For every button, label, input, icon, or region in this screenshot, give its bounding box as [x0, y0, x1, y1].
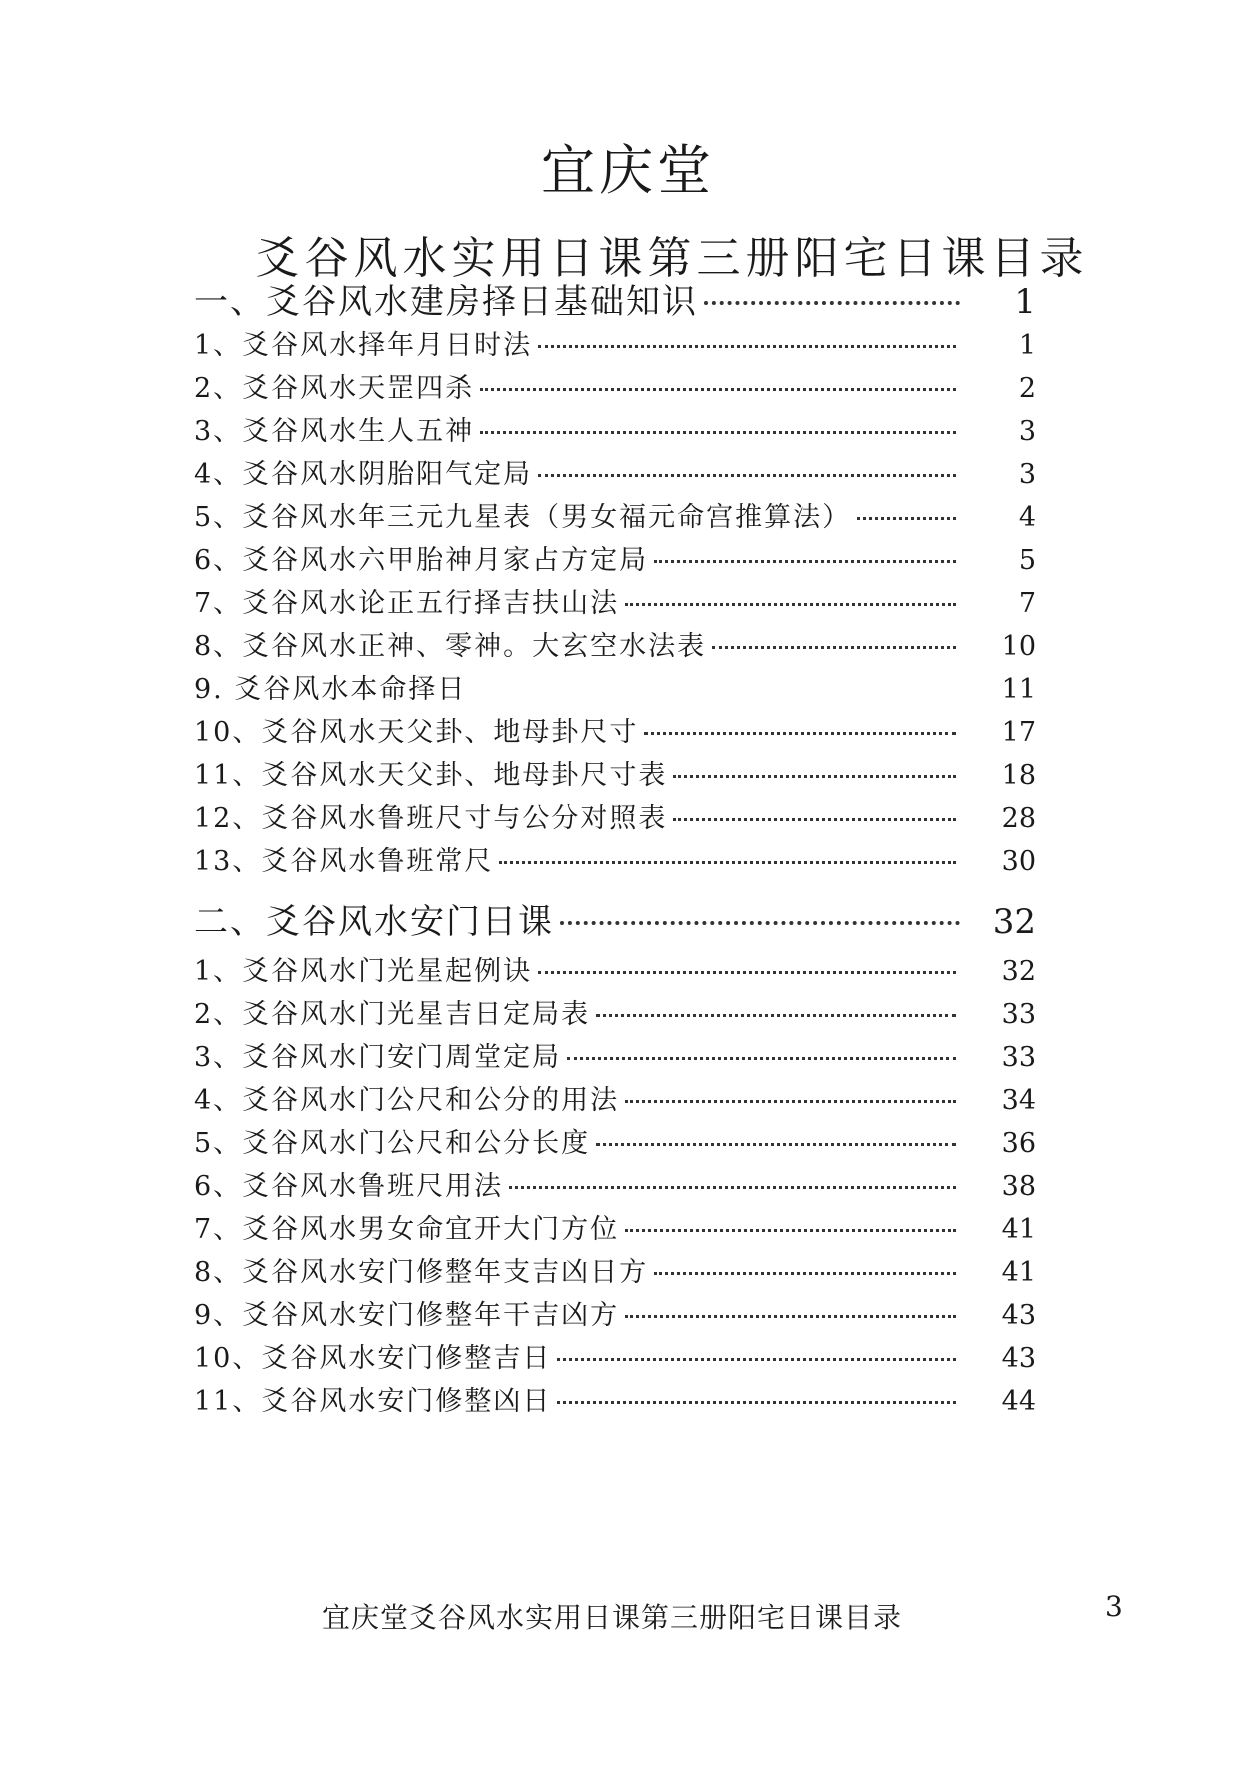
toc-entry — [194, 1121, 1036, 1160]
dot-leader — [499, 861, 956, 864]
toc-entry-text: 2、爻谷风水天罡四杀 — [194, 373, 475, 404]
dot-leader — [625, 1100, 956, 1103]
toc-entry-text: 13、爻谷风水鲁班常尺 — [194, 846, 494, 877]
section-heading-text: 一、爻谷风水建房择日基础知识 — [194, 282, 698, 322]
toc-entry — [194, 1250, 1036, 1289]
toc-entry-text: 11、爻谷风水安门修整凶日 — [194, 1386, 552, 1417]
toc-entry — [194, 1336, 1036, 1375]
toc-entry — [194, 1078, 1036, 1117]
toc-entry-text: 7、爻谷风水男女命宜开大门方位 — [194, 1214, 620, 1245]
toc-entry-page: 33 — [1001, 1042, 1036, 1073]
toc-entry — [194, 495, 1036, 534]
toc-subtitle: 爻谷风水实用日课第三册阳宅日课目录 — [255, 233, 1089, 284]
toc-entry — [194, 1035, 1036, 1074]
toc-entry-text: 2、爻谷风水门光星吉日定局表 — [194, 999, 591, 1030]
toc-entry-text: 6、爻谷风水六甲胎神月家占方定局 — [194, 545, 649, 576]
dot-leader — [560, 921, 960, 925]
toc-section-heading — [194, 274, 1036, 323]
dot-leader — [509, 1186, 956, 1189]
toc-entry-text: 6、爻谷风水鲁班尺用法 — [194, 1171, 504, 1202]
toc-entry-page: 1 — [1018, 330, 1036, 361]
toc-entry-text: 4、爻谷风水阴胎阳气定局 — [194, 459, 533, 490]
toc-entry — [194, 581, 1036, 620]
toc-entry-page: 18 — [1001, 760, 1036, 791]
dot-leader — [857, 517, 956, 520]
toc-entry-page: 11 — [1001, 674, 1036, 705]
toc-entry — [194, 409, 1036, 448]
toc-entry — [194, 366, 1036, 405]
toc-entry — [194, 452, 1036, 491]
toc-entry-text: 9. 爻谷风水本命择日 — [194, 674, 467, 705]
dot-leader — [712, 646, 956, 649]
toc-entry-page: 41 — [1001, 1214, 1036, 1245]
running-footer: 宜庆堂爻谷风水实用日课第三册阳宅日课目录 — [322, 1601, 903, 1634]
section-heading-text: 二、爻谷风水安门日课 — [194, 902, 554, 942]
toc-entry — [194, 624, 1036, 663]
toc-entry — [194, 667, 1036, 706]
toc-entry-page: 41 — [1001, 1257, 1036, 1288]
toc-entry-text: 9、爻谷风水安门修整年干吉凶方 — [194, 1300, 620, 1331]
dot-leader — [704, 301, 960, 305]
dot-leader — [472, 689, 956, 692]
dot-leader — [625, 1315, 956, 1318]
toc-entry — [194, 1164, 1036, 1203]
toc-entry-text: 12、爻谷风水鲁班尺寸与公分对照表 — [194, 803, 668, 834]
toc-entry-page: 3 — [1018, 416, 1036, 447]
dot-leader — [480, 431, 956, 434]
toc-entry-page: 34 — [1001, 1085, 1036, 1116]
toc-entry-text: 10、爻谷风水安门修整吉日 — [194, 1343, 552, 1374]
toc-entry — [194, 1207, 1036, 1246]
toc-entry-text: 7、爻谷风水论正五行择吉扶山法 — [194, 588, 620, 619]
toc-entry-page: 10 — [1001, 631, 1036, 662]
toc-entry-page: 36 — [1001, 1128, 1036, 1159]
toc-entry-text: 8、爻谷风水安门修整年支吉凶日方 — [194, 1257, 649, 1288]
toc-entry — [194, 949, 1036, 988]
toc-entry-text: 4、爻谷风水门公尺和公分的用法 — [194, 1085, 620, 1116]
toc-entry — [194, 323, 1036, 362]
page-title: 宜庆堂 — [541, 139, 715, 202]
page-number: 3 — [1105, 1590, 1123, 1623]
dot-leader — [644, 732, 956, 735]
dot-leader — [538, 345, 956, 348]
toc-entry — [194, 1293, 1036, 1332]
dot-leader — [596, 1014, 956, 1017]
dot-leader — [538, 971, 956, 974]
toc-entry — [194, 796, 1036, 835]
toc-entry-page: 7 — [1018, 588, 1036, 619]
toc-entry — [194, 753, 1036, 792]
toc-entry-page: 2 — [1018, 373, 1036, 404]
toc-entry — [194, 1379, 1036, 1418]
dot-leader — [673, 775, 956, 778]
toc-entry-page: 28 — [1001, 803, 1036, 834]
dot-leader — [654, 560, 956, 563]
dot-leader — [567, 1057, 956, 1060]
toc-entry-page: 43 — [1001, 1300, 1036, 1331]
section-page-number: 32 — [992, 902, 1036, 942]
dot-leader — [654, 1272, 956, 1275]
toc-entry-text: 11、爻谷风水天父卦、地母卦尺寸表 — [194, 760, 668, 791]
dot-leader — [538, 474, 956, 477]
toc-entry-page: 32 — [1001, 956, 1036, 987]
dot-leader — [673, 818, 956, 821]
dot-leader — [625, 1229, 956, 1232]
dot-leader — [480, 388, 956, 391]
toc-entry-page: 43 — [1001, 1343, 1036, 1374]
toc-entry-page: 44 — [1001, 1386, 1036, 1417]
toc-entry-text: 1、爻谷风水门光星起例诀 — [194, 956, 533, 987]
toc-entry-page: 38 — [1001, 1171, 1036, 1202]
toc-entry-text: 5、爻谷风水门公尺和公分长度 — [194, 1128, 591, 1159]
toc-entry-text: 3、爻谷风水门安门周堂定局 — [194, 1042, 562, 1073]
toc-entry-text: 1、爻谷风水择年月日时法 — [194, 330, 533, 361]
toc-entry-page: 5 — [1018, 545, 1036, 576]
dot-leader — [625, 603, 956, 606]
dot-leader — [557, 1358, 956, 1361]
toc-entry — [194, 839, 1036, 878]
dot-leader — [557, 1401, 956, 1404]
toc-entry-text: 10、爻谷风水天父卦、地母卦尺寸 — [194, 717, 639, 748]
toc-entry-page: 17 — [1001, 717, 1036, 748]
toc-entry-page: 4 — [1018, 502, 1036, 533]
toc-entry-page: 33 — [1001, 999, 1036, 1030]
toc-entry-page: 30 — [1001, 846, 1036, 877]
toc-entry-page: 3 — [1018, 459, 1036, 490]
toc-entry — [194, 538, 1036, 577]
toc-section-heading — [194, 894, 1036, 943]
toc-entry — [194, 992, 1036, 1031]
toc-entry-text: 5、爻谷风水年三元九星表（男女福元命宫推算法） — [194, 502, 852, 533]
dot-leader — [596, 1143, 956, 1146]
toc-entry-text: 8、爻谷风水正神、零神。大玄空水法表 — [194, 631, 707, 662]
toc-entry — [194, 710, 1036, 749]
section-page-number: 1 — [1014, 282, 1036, 322]
toc-entry-text: 3、爻谷风水生人五神 — [194, 416, 475, 447]
